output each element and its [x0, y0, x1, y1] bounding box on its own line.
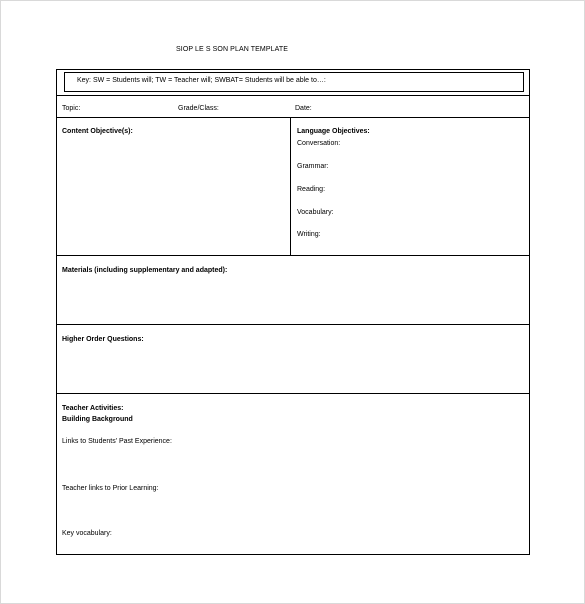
grade-class-label: Grade/Class:	[178, 105, 219, 112]
higher-order-questions-label: Higher Order Questions:	[62, 336, 144, 343]
column-divider	[290, 117, 291, 255]
topic-label: Topic:	[62, 105, 81, 112]
language-objectives-heading: Language Objectives:	[297, 128, 370, 135]
conversation-label: Conversation:	[297, 140, 341, 147]
materials-label: Materials (including supplementary and adapted):	[62, 267, 228, 274]
writing-label: Writing:	[297, 231, 321, 238]
document-title: SIOP LE S SON PLAN TEMPLATE	[176, 46, 289, 53]
key-vocabulary-label: Key vocabulary:	[62, 530, 112, 537]
grammar-label: Grammar:	[297, 163, 329, 170]
vocabulary-label: Vocabulary:	[297, 209, 334, 216]
date-label: Date:	[295, 105, 312, 112]
row-divider	[57, 324, 529, 325]
row-divider	[57, 95, 529, 96]
key-box: Key: SW = Students will; TW = Teacher will; SWBAT= Students will be able to…:	[64, 72, 524, 92]
content-objectives-label: Content Objective(s):	[62, 128, 133, 135]
row-divider	[57, 393, 529, 394]
teacher-activities-heading: Teacher Activities:	[62, 405, 124, 412]
reading-label: Reading:	[297, 186, 326, 193]
past-experience-label: Links to Students' Past Experience:	[62, 438, 172, 445]
row-divider	[57, 117, 529, 118]
row-divider	[57, 255, 529, 256]
building-background-subheading: Building Background	[62, 416, 133, 423]
prior-learning-label: Teacher links to Prior Learning:	[62, 485, 159, 492]
lesson-plan-table	[56, 69, 530, 555]
